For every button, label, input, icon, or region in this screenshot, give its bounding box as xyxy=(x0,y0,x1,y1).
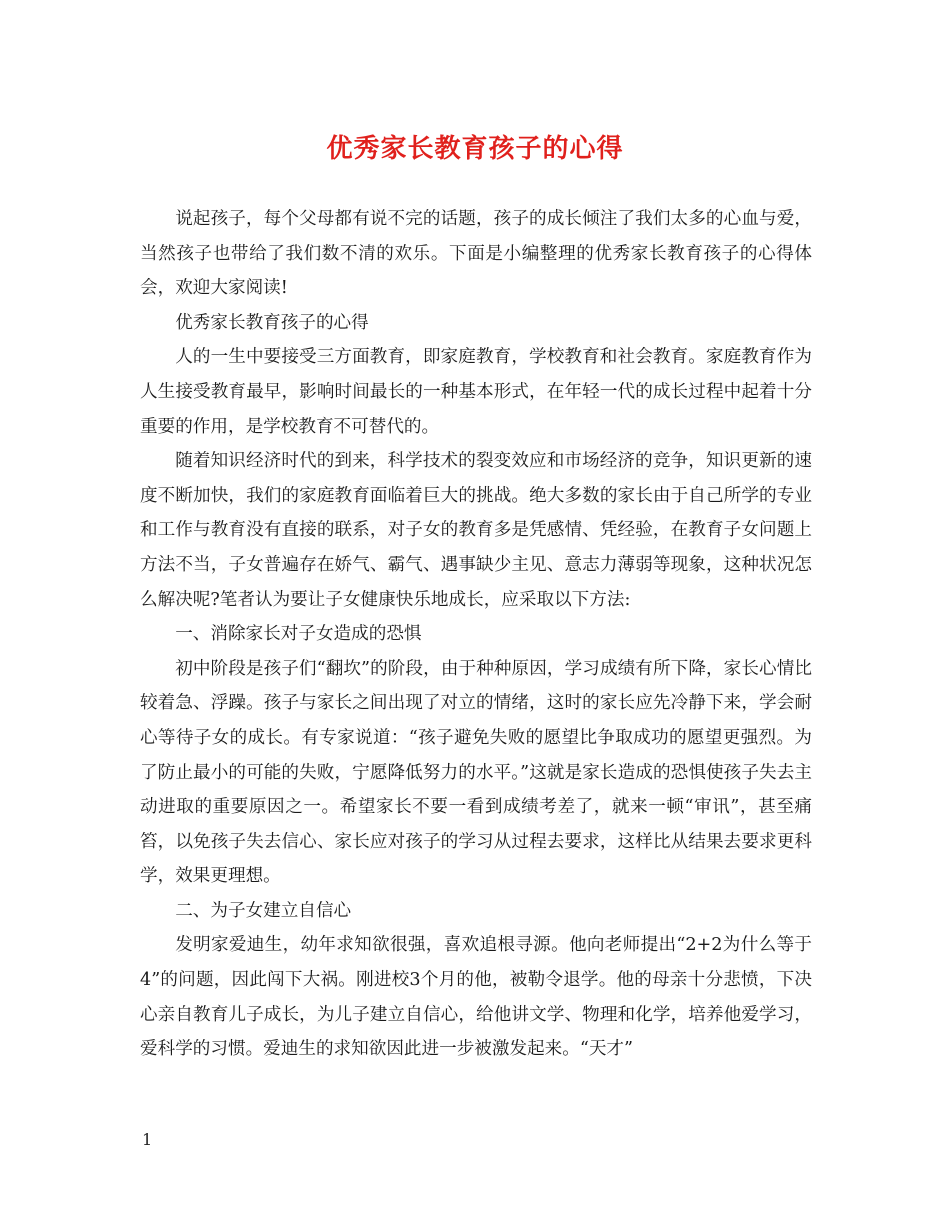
page-number: 1 xyxy=(142,1130,153,1149)
body-paragraph: 随着知识经济时代的到来，科学技术的裂变效应和市场经济的竞争，知识更新的速度不断加快，我们的家庭教育面临着巨大的挑战。绝大多数的家长由于自己所学的专业和工作与教育没有直接的联系，对子女的教育多是凭感情、凭经验，在教育子女问题上方法不当，子女普遍存在娇气、霸气、遇事缺少主见、意志力薄弱等现象，这种状况怎么解决呢?笔者认为要让子女健康快乐地成长，应采取以下方法: xyxy=(140,451,812,610)
section-heading: 二、为子女建立自信心 xyxy=(175,900,352,921)
document-body xyxy=(140,202,812,1067)
section-heading: 优秀家长教育孩子的心得 xyxy=(175,312,369,333)
intro-paragraph: 说起孩子，每个父母都有说不完的话题，孩子的成长倾注了我们太多的心血与爱，当然孩子也带给了我们数不清的欢乐。下面是小编整理的优秀家长教育孩子的心得体会，欢迎大家阅读! xyxy=(140,209,812,299)
body-paragraph: 初中阶段是孩子们“翻坎”的阶段，由于种种原因，学习成绩有所下降，家长心情比较着急、浮躁。孩子与家长之间出现了对立的情绪，这时的家长应先冷静下来，学会耐心等待子女的成长。有专家说道：“孩子避免失败的愿望比争取成功的愿望更强烈。为了防止最小的可能的失败，宁愿降低努力的水平。”这就是家长造成的恐惧使孩子失去主动进取的重要原因之一。希望家长不要一看到成绩考差了，就来一顿“审讯”，甚至痛笞，以免孩子失去信心、家长应对孩子的学习从过程去要求，这样比从结果去要求更科学，效果更理想。 xyxy=(140,658,812,887)
body-paragraph: 人的一生中要接受三方面教育，即家庭教育，学校教育和社会教育。家庭教育作为人生接受教育最早，影响时间最长的一种基本形式，在年轻一代的成长过程中起着十分重要的作用，是学校教育不可替代的。 xyxy=(140,347,812,437)
section-heading: 一、消除家长对子女造成的恐惧 xyxy=(175,624,422,645)
body-paragraph: 发明家爱迪生，幼年求知欲很强，喜欢追根寻源。他向老师提出“2+2为什么等于4”的问题，因此闯下大祸。刚进校3个月的他，被勒令退学。他的母亲十分悲愤，下决心亲自教育儿子成长，为儿子建立自信心，给他讲文学、物理和化学，培养他爱学习，爱科学的习惯。爱迪生的求知欲因此进一步被激发起来。“天才” xyxy=(140,935,812,1060)
document-title: 优秀家长教育孩子的心得 xyxy=(326,134,624,164)
